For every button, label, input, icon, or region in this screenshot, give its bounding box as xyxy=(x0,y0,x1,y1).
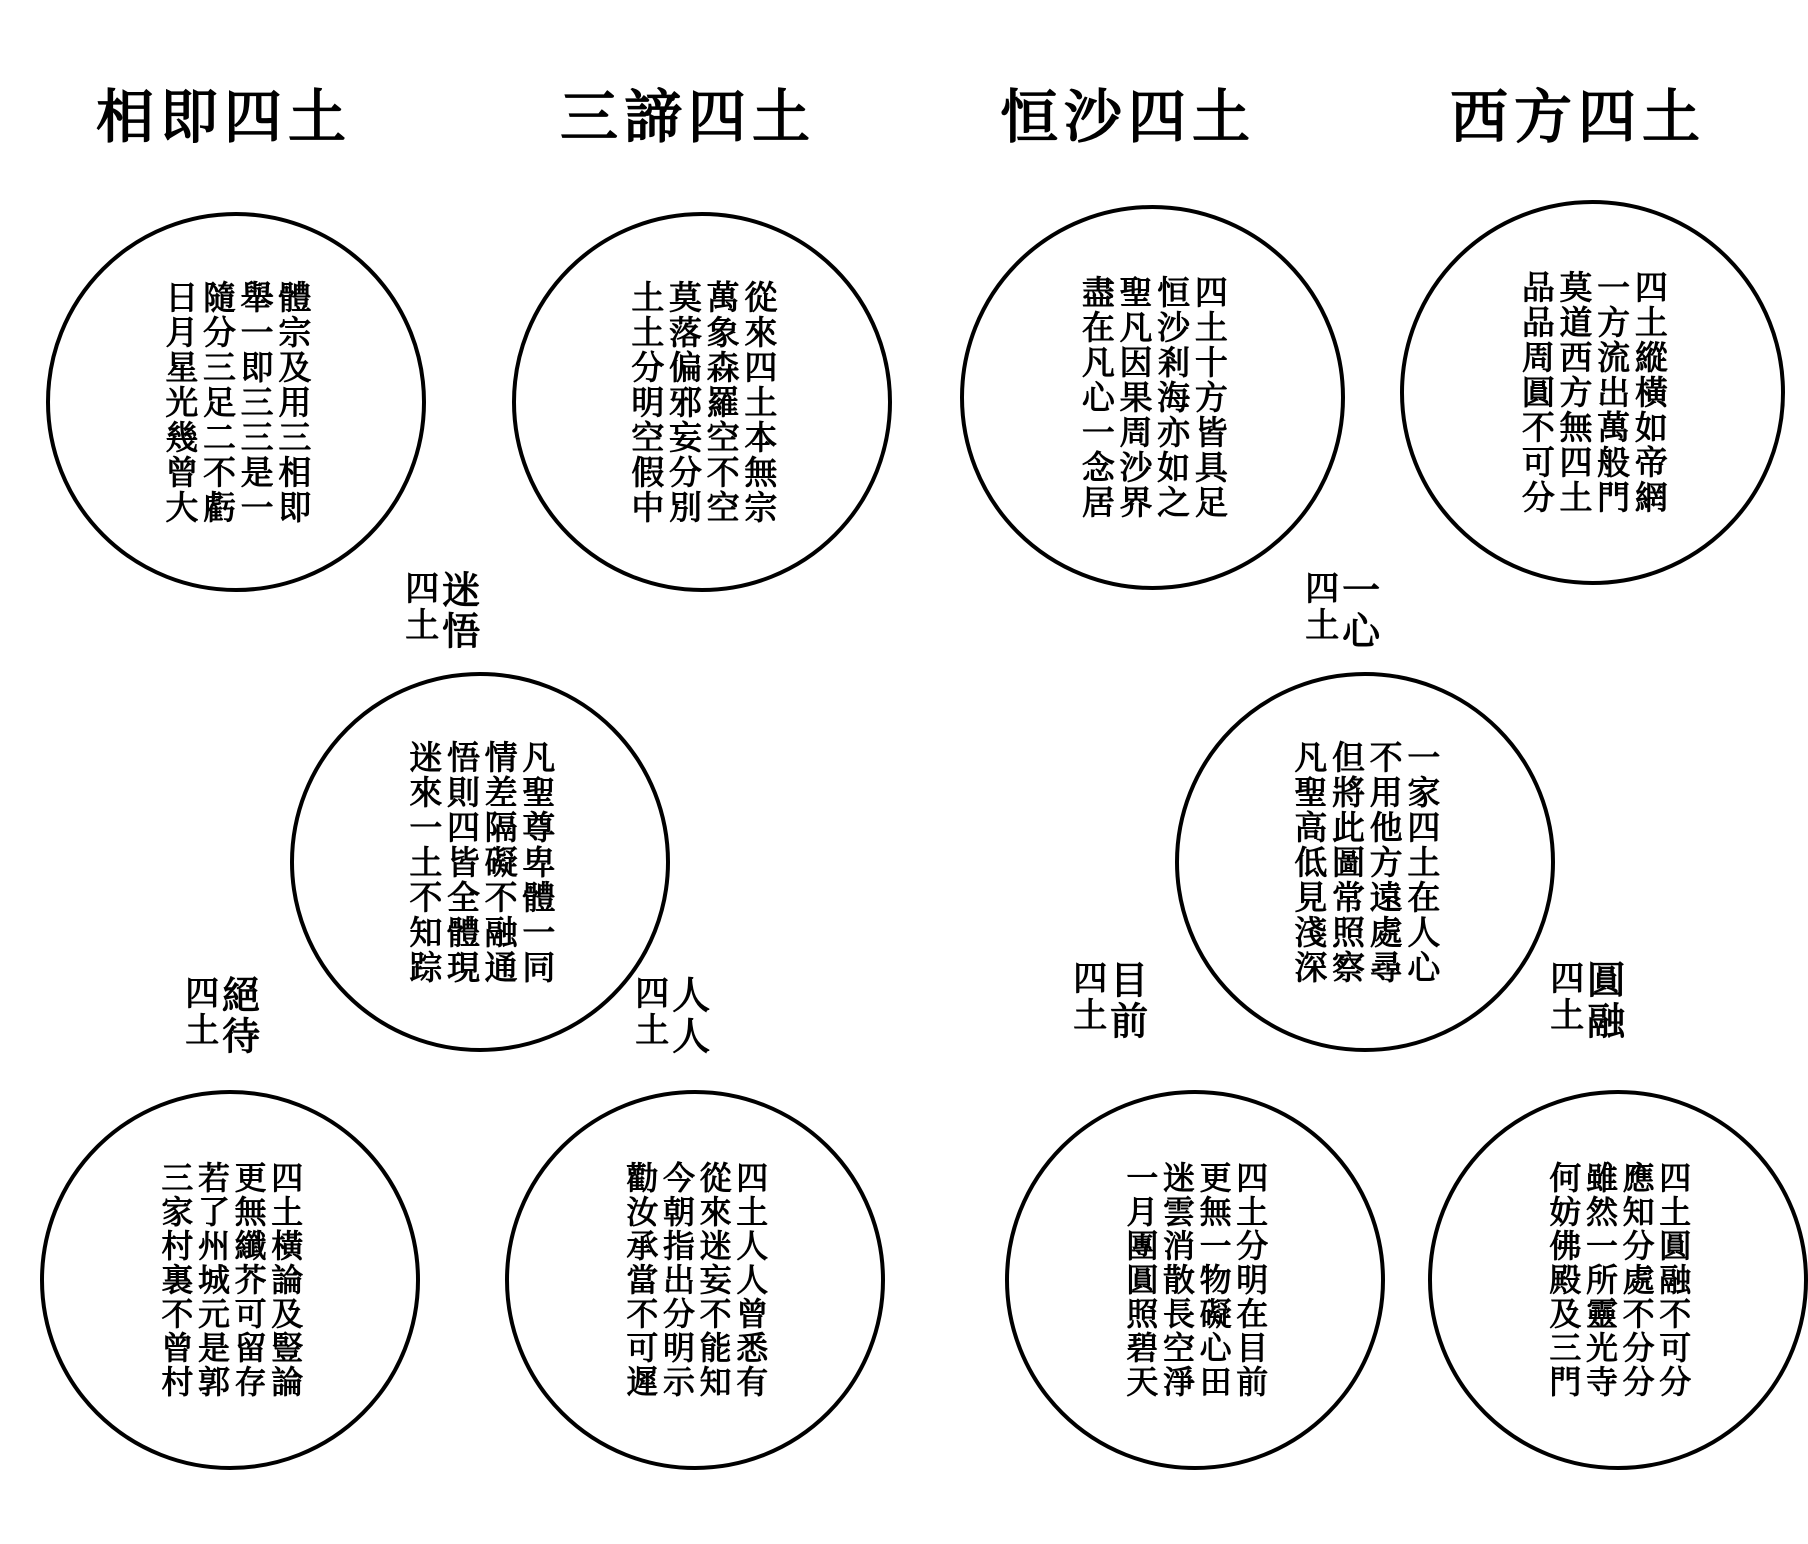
circle-xifang-line-4: 品品周圓不可分 xyxy=(1516,270,1556,515)
circle-miwu-line-1: 凡聖尊卑體一同 xyxy=(517,739,557,985)
group-title-sandi: 三諦四土 xyxy=(560,83,817,151)
circle-xifang-line-2: 一方流出萬般門 xyxy=(1592,270,1632,515)
circle-xiangji-line-2: 舉一即三三是一 xyxy=(235,279,275,525)
label-muqian-big: 目前 xyxy=(1103,960,1149,1042)
circle-miwu-line-2: 情差隔礙不融通 xyxy=(479,739,519,985)
label-ren-small: 四土 xyxy=(628,975,669,1049)
circle-juedai-line-4: 三家村裏不曾村 xyxy=(156,1161,195,1399)
circle-miwu xyxy=(290,672,670,1052)
circle-xifang-line-1: 四土縱橫如帝網 xyxy=(1629,270,1669,515)
circle-ren-line-3: 今朝指出分明示 xyxy=(658,1161,696,1399)
circle-sandi-line-3: 莫落偏邪妄分別 xyxy=(664,279,703,525)
label-juedai-big: 絕待 xyxy=(215,975,261,1057)
circle-hengsha-line-3: 聖凡因果周沙界 xyxy=(1114,275,1154,520)
label-yixin-small: 四土 xyxy=(1298,570,1339,644)
circle-yuanrong xyxy=(1428,1090,1808,1470)
circle-xiangji xyxy=(46,212,426,592)
circle-xifang-line-3: 莫道西方無四土 xyxy=(1554,270,1594,515)
label-muqian-small: 四土 xyxy=(1066,960,1107,1034)
circle-ren xyxy=(505,1090,885,1470)
label-yixin-big: 一心 xyxy=(1335,570,1381,652)
label-muqian xyxy=(1066,960,1149,1042)
circle-muqian-line-2: 更無一物礙心田 xyxy=(1194,1161,1233,1399)
circle-muqian-line-4: 一月團圓照碧天 xyxy=(1121,1161,1160,1399)
circle-yuanrong-line-4: 何妨佛殿及三門 xyxy=(1544,1161,1583,1399)
circle-yuanrong-line-2: 應知分處不分分 xyxy=(1617,1161,1656,1399)
label-ren-big: 人人 xyxy=(665,975,711,1057)
circle-miwu-line-4: 迷來一土不知踪 xyxy=(404,739,444,985)
circle-juedai-line-3: 若了州城元是郭 xyxy=(193,1161,231,1399)
circle-juedai-line-2: 更無纖芥可留存 xyxy=(229,1161,268,1399)
label-ren xyxy=(628,975,711,1057)
label-miwu-small: 四土 xyxy=(398,570,439,644)
circle-juedai-line-1: 四土橫論及豎論 xyxy=(266,1161,305,1399)
circle-juedai xyxy=(40,1090,420,1470)
circle-yixin-line-2: 不用他方遠處尋 xyxy=(1364,739,1404,985)
circle-yixin-line-3: 但將此圖常照察 xyxy=(1327,739,1366,985)
label-yixin xyxy=(1298,570,1381,652)
circle-sandi-line-2: 萬象森羅空不空 xyxy=(701,279,741,525)
circle-yuanrong-line-1: 四土圓融不可分 xyxy=(1654,1161,1693,1399)
circle-hengsha-line-4: 盡在凡心一念居 xyxy=(1076,275,1116,520)
label-yuanrong xyxy=(1543,960,1626,1042)
label-miwu-big: 迷悟 xyxy=(435,570,481,652)
group-title-xifang: 西方四土 xyxy=(1450,83,1707,151)
circle-ren-line-4: 勸汝承當不可遲 xyxy=(621,1161,660,1399)
group-title-xiangji: 相即四土 xyxy=(96,83,353,151)
circle-muqian-line-3: 迷雲消散長空淨 xyxy=(1158,1161,1196,1399)
label-yuanrong-big: 圓融 xyxy=(1580,960,1626,1042)
circle-hengsha-line-1: 四土十方皆具足 xyxy=(1189,275,1229,520)
label-juedai xyxy=(178,975,261,1057)
circle-xiangji-line-1: 體宗及用三相即 xyxy=(273,279,313,525)
circle-hengsha xyxy=(960,205,1345,590)
group-title-hengsha: 恒沙四土 xyxy=(1000,83,1257,151)
circle-yixin xyxy=(1175,672,1555,1052)
circle-xifang xyxy=(1400,200,1785,585)
circle-ren-line-2: 從來迷妄不能知 xyxy=(694,1161,733,1399)
circle-yixin-line-1: 一家四土在人心 xyxy=(1402,739,1442,985)
label-miwu xyxy=(398,570,481,652)
label-juedai-small: 四土 xyxy=(178,975,219,1049)
circle-ren-line-1: 四土人人曾悉有 xyxy=(731,1161,770,1399)
circle-yuanrong-line-3: 雖然一所靈光寺 xyxy=(1581,1161,1619,1399)
circle-xiangji-line-4: 日月星光幾曾大 xyxy=(160,279,200,525)
circle-xiangji-line-3: 隨分三足二不虧 xyxy=(198,279,237,525)
circle-sandi-line-1: 從來四土本無宗 xyxy=(739,279,779,525)
circle-hengsha-line-2: 恒沙剎海亦如之 xyxy=(1152,275,1192,520)
circle-yixin-line-4: 凡聖高低見淺深 xyxy=(1289,739,1329,985)
circle-sandi-line-4: 土土分明空假中 xyxy=(626,279,666,525)
circle-miwu-line-3: 悟則四皆全體現 xyxy=(442,739,481,985)
circle-sandi xyxy=(512,212,892,592)
circle-muqian xyxy=(1005,1090,1385,1470)
label-yuanrong-small: 四土 xyxy=(1543,960,1584,1034)
circle-muqian-line-1: 四土分明在目前 xyxy=(1231,1161,1270,1399)
